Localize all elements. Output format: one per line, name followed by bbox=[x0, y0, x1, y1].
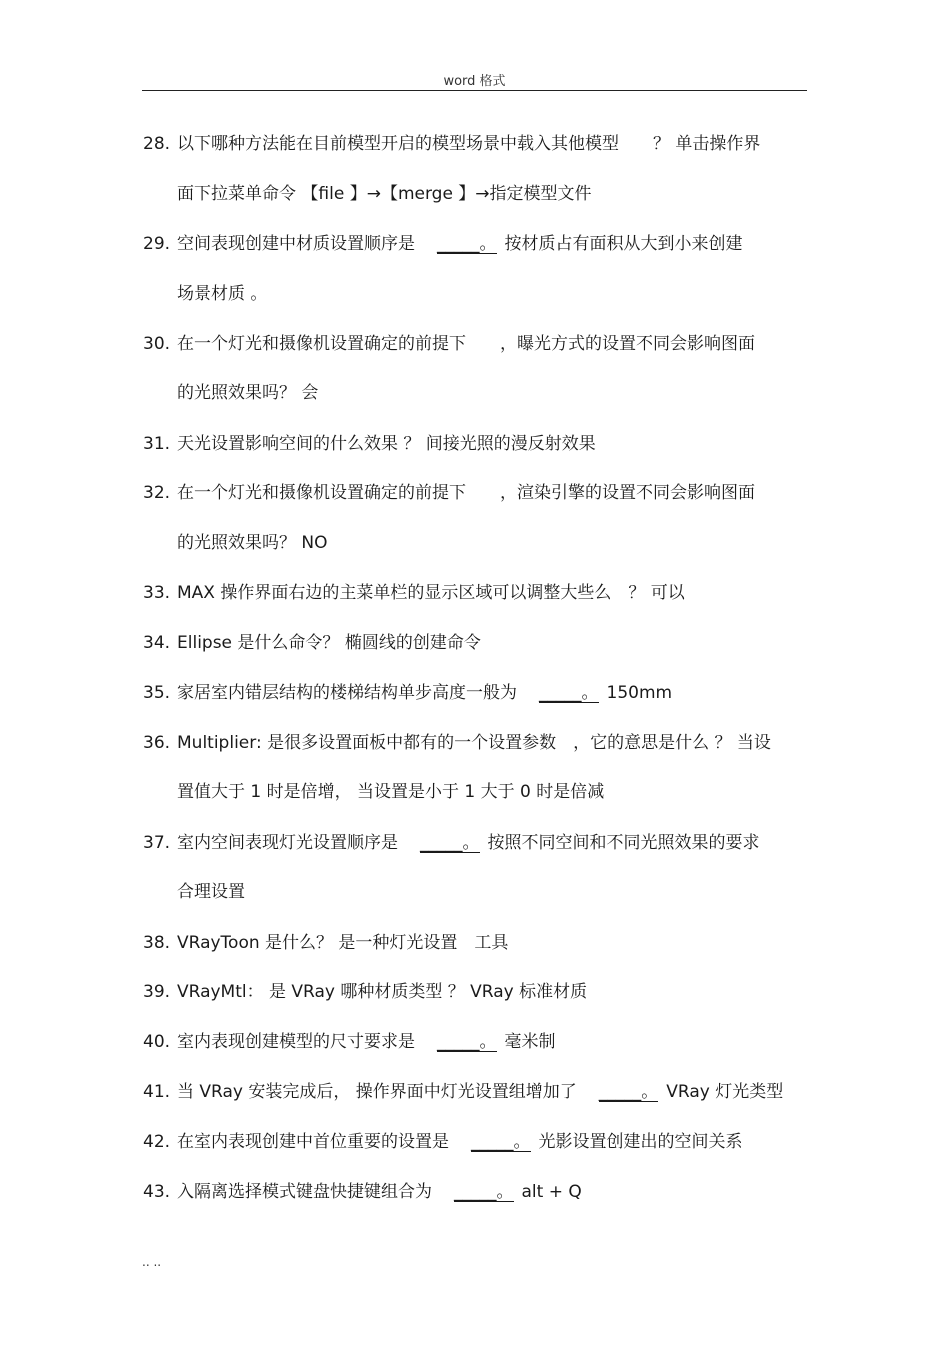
answer-text: 按材质占有面积从大到小来创建 bbox=[504, 234, 743, 254]
answer-text: VRay 灯光类型 bbox=[666, 1082, 784, 1102]
question-text: Ellipse 是什么命令？ 椭圆线的创建命令 bbox=[177, 633, 481, 653]
question-33 bbox=[143, 582, 685, 604]
question-text: 当 VRay 安装完成后， 操作界面中灯光设置组增加了 bbox=[177, 1082, 577, 1102]
question-number: 42. bbox=[143, 1132, 171, 1152]
question-text: 天光设置影响空间的什么效果 ？ 间接光照的漫反射效果 bbox=[177, 434, 596, 454]
question-text: 在一个灯光和摄像机设置确定的前提下 ，曝光方式的设置不同会影响图面 bbox=[177, 334, 755, 354]
question-36-continuation: 置值大于 1 时是倍增， 当设置是小于 1 大于 0 时是倍减 bbox=[177, 782, 605, 802]
answer-text: 毫米制 bbox=[504, 1032, 556, 1052]
question-text: Multiplier: 是很多设置面板中都有的一个设置参数 ，它的意思是什么 ？ 当设 bbox=[177, 733, 771, 753]
question-text: 以下哪种方法能在目前模型开启的模型场景中载入其他模型 ？ 单击操作界 bbox=[177, 134, 761, 154]
question-number: 30. bbox=[143, 334, 171, 354]
page-header: word 格式 bbox=[443, 74, 506, 89]
question-text: 家居室内错层结构的楼梯结构单步高度一般为 bbox=[177, 683, 517, 703]
question-28-continuation: 面下拉菜单命令 【file 】→【merge 】→指定模型文件 bbox=[177, 184, 592, 204]
question-number: 32. bbox=[143, 483, 171, 503]
question-39 bbox=[143, 981, 587, 1003]
question-text: 入隔离选择模式键盘快捷键组合为 bbox=[177, 1182, 432, 1202]
question-number: 38. bbox=[143, 933, 171, 953]
question-number: 40. bbox=[143, 1032, 171, 1052]
question-number: 41. bbox=[143, 1082, 171, 1102]
question-number: 34. bbox=[143, 633, 171, 653]
question-text: 在室内表现创建中首位重要的设置是 bbox=[177, 1132, 449, 1152]
question-29-continuation: 场景材质 。 bbox=[177, 284, 268, 304]
question-28 bbox=[143, 133, 760, 155]
question-36 bbox=[143, 732, 771, 754]
answer-text: alt + Q bbox=[521, 1182, 582, 1202]
question-number: 31. bbox=[143, 434, 171, 454]
question-text: VRayMtl： 是 VRay 哪种材质类型 ？ VRay 标准材质 bbox=[177, 982, 588, 1002]
question-38 bbox=[143, 932, 508, 954]
question-32 bbox=[143, 482, 755, 504]
answer-blank: _____。 bbox=[598, 1082, 659, 1102]
question-42 bbox=[143, 1131, 743, 1153]
question-30 bbox=[143, 333, 755, 355]
question-text: 在一个灯光和摄像机设置确定的前提下 ，渲染引擎的设置不同会影响图面 bbox=[177, 483, 755, 503]
answer-blank: _____。 bbox=[454, 1182, 514, 1202]
question-31 bbox=[143, 433, 596, 455]
question-43 bbox=[143, 1181, 582, 1203]
question-40 bbox=[143, 1031, 556, 1053]
question-37-continuation: 合理设置 bbox=[177, 882, 245, 902]
answer-text: 150mm bbox=[606, 683, 673, 703]
question-number: 33. bbox=[143, 583, 171, 603]
question-30-continuation: 的光照效果吗？ 会 bbox=[177, 383, 319, 403]
question-number: 29. bbox=[143, 234, 171, 254]
question-text: MAX 操作界面右边的主菜单栏的显示区域可以调整大些么 ？ 可以 bbox=[177, 583, 685, 603]
answer-text: 按照不同空间和不同光照效果的要求 bbox=[487, 833, 760, 853]
answer-blank: _____。 bbox=[437, 234, 497, 254]
question-32-continuation: 的光照效果吗？ NO bbox=[177, 533, 328, 553]
question-number: 37. bbox=[143, 833, 171, 853]
answer-blank: _____。 bbox=[437, 1032, 497, 1052]
question-41 bbox=[143, 1081, 783, 1103]
answer-blank: _____。 bbox=[471, 1132, 531, 1152]
question-text: 室内空间表现灯光设置顺序是 bbox=[177, 833, 398, 853]
question-text: 空间表现创建中材质设置顺序是 bbox=[177, 234, 415, 254]
question-text: 室内表现创建模型的尺寸要求是 bbox=[177, 1032, 415, 1052]
question-35 bbox=[143, 682, 672, 704]
answer-text: 光影设置创建出的空间关系 bbox=[538, 1132, 743, 1152]
answer-blank: _____。 bbox=[539, 683, 599, 703]
question-number: 43. bbox=[143, 1182, 171, 1202]
question-number: 35. bbox=[143, 683, 171, 703]
answer-blank: _____。 bbox=[420, 833, 480, 853]
question-text: VRayToon 是什么？ 是一种灯光设置 工具 bbox=[177, 933, 509, 953]
question-number: 39. bbox=[143, 982, 171, 1002]
question-34 bbox=[143, 632, 481, 654]
question-29 bbox=[143, 233, 743, 255]
question-number: 36. bbox=[143, 733, 171, 753]
question-number: 28. bbox=[143, 134, 171, 154]
question-37 bbox=[143, 832, 760, 854]
footer-marks: .. .. bbox=[142, 1255, 162, 1269]
